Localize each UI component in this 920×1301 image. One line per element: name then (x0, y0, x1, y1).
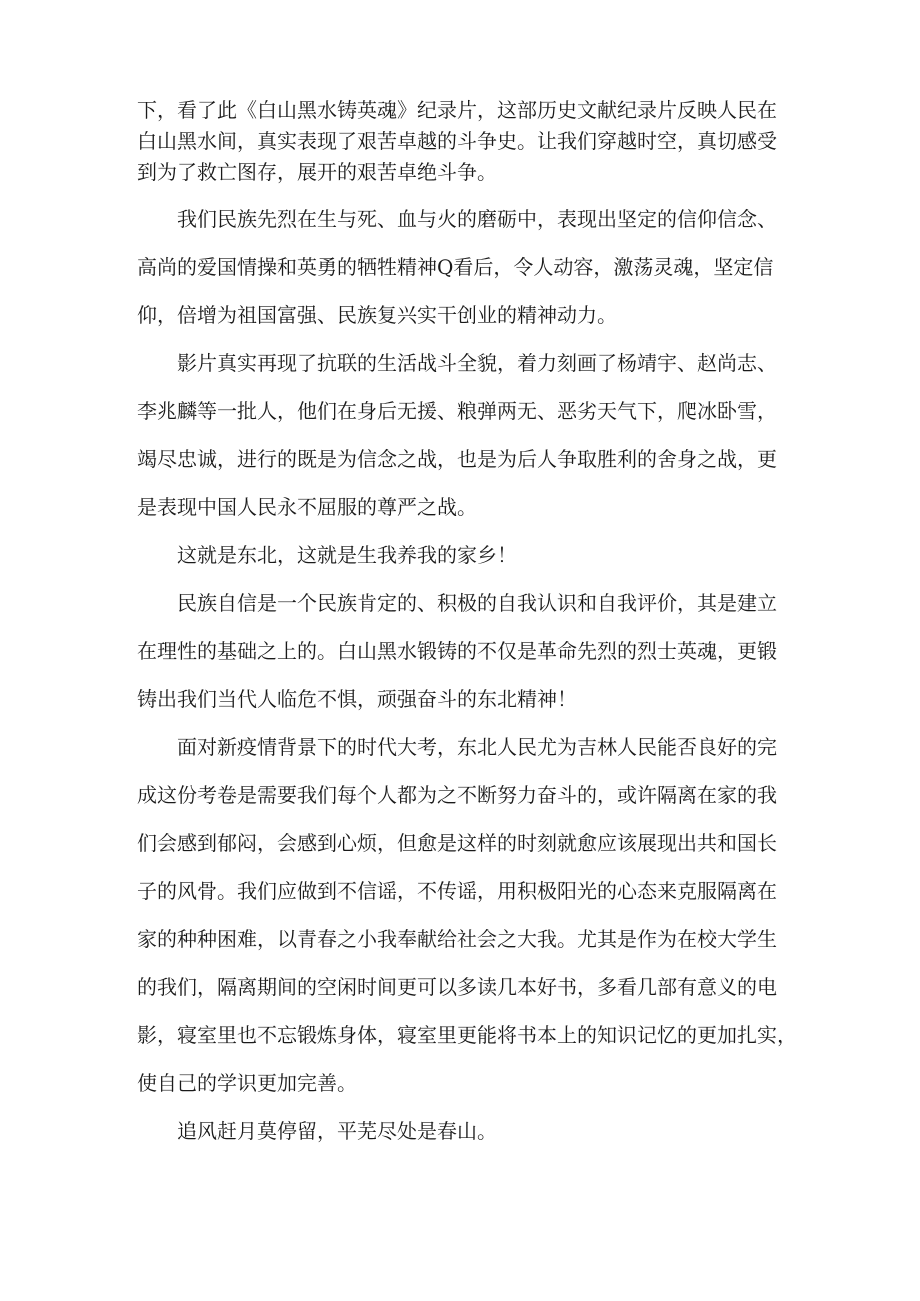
text-line: 家的种种困难，以青春之小我奉献给社会之大我。尤其是作为在校大学生 (137, 927, 777, 951)
paragraph-epidemic (137, 723, 797, 1107)
paragraph-martyrs (137, 195, 777, 339)
text-line: 白山黑水间，真实表现了艰苦卓越的斗争史。让我们穿越时空，真切感受 (137, 129, 777, 153)
text-line: 我们民族先烈在生与死、血与火的磨砺中，表现出坚定的信仰信念、 (177, 207, 777, 231)
text-line: 仰，倍增为祖国富强、民族复兴实干创业的精神动力。 (137, 303, 617, 327)
text-line: 这就是东北，这就是生我养我的家乡！ (177, 543, 517, 567)
text-line: 竭尽忠诚，进行的既是为信念之战，也是为后人争取胜利的舍身之战，更 (137, 447, 777, 471)
text-line: 在理性的基础之上的。白山黑水锻铸的不仅是革命先烈的烈士英魂，更锻 (137, 639, 777, 663)
text-line: 成这份考卷是需要我们每个人都为之不断努力奋斗的，或许隔离在家的我 (137, 783, 777, 807)
text-line: 的我们，隔离期间的空闲时间更可以多读几本好书，多看几部有意义的电 (137, 975, 777, 999)
paragraph-film (137, 339, 777, 531)
text-line: 子的风骨。我们应做到不信谣，不传谣，用积极阳光的心态来克服隔离在 (137, 879, 777, 903)
text-line: 铸出我们当代人临危不惧，顽强奋斗的东北精神！ (137, 687, 577, 711)
text-line: 影片真实再现了抗联的生活战斗全貌，着力刻画了杨靖宇、赵尚志、 (177, 351, 777, 375)
text-line: 使自己的学识更加完善。 (137, 1071, 357, 1095)
text-line: 影，寝室里也不忘锻炼身体，寝室里更能将书本上的知识记忆的更加扎实， (137, 1023, 797, 1047)
paragraph-confidence (137, 579, 777, 723)
text-line: 到为了救亡图存，展开的艰苦卓绝斗争。 (137, 160, 497, 184)
paragraph-closing (137, 1107, 497, 1155)
text-line: 是表现中国人民永不屈服的尊严之战。 (137, 495, 477, 519)
text-line: 李兆麟等一批人，他们在身后无援、粮弹两无、恶劣天气下，爬冰卧雪， (137, 399, 777, 423)
paragraph-hometown (137, 531, 517, 579)
text-line: 民族自信是一个民族肯定的、积极的自我认识和自我评价，其是建立 (177, 591, 777, 615)
text-line: 下，看了此《白山黑水铸英魂》纪录片，这部历史文献纪录片反映人民在 (137, 98, 777, 122)
text-line: 们会感到郁闷，会感到心烦，但愈是这样的时刻就愈应该展现出共和国长 (137, 831, 777, 855)
text-line: 高尚的爱国情操和英勇的牺牲精神Q看后，令人动容，激荡灵魂，坚定信 (137, 255, 774, 279)
text-line: 面对新疫情背景下的时代大考，东北人民尤为吉林人民能否良好的完 (177, 735, 777, 759)
text-line: 追风赶月莫停留，平芜尽处是春山。 (177, 1119, 497, 1143)
paragraph-intro (137, 95, 777, 188)
